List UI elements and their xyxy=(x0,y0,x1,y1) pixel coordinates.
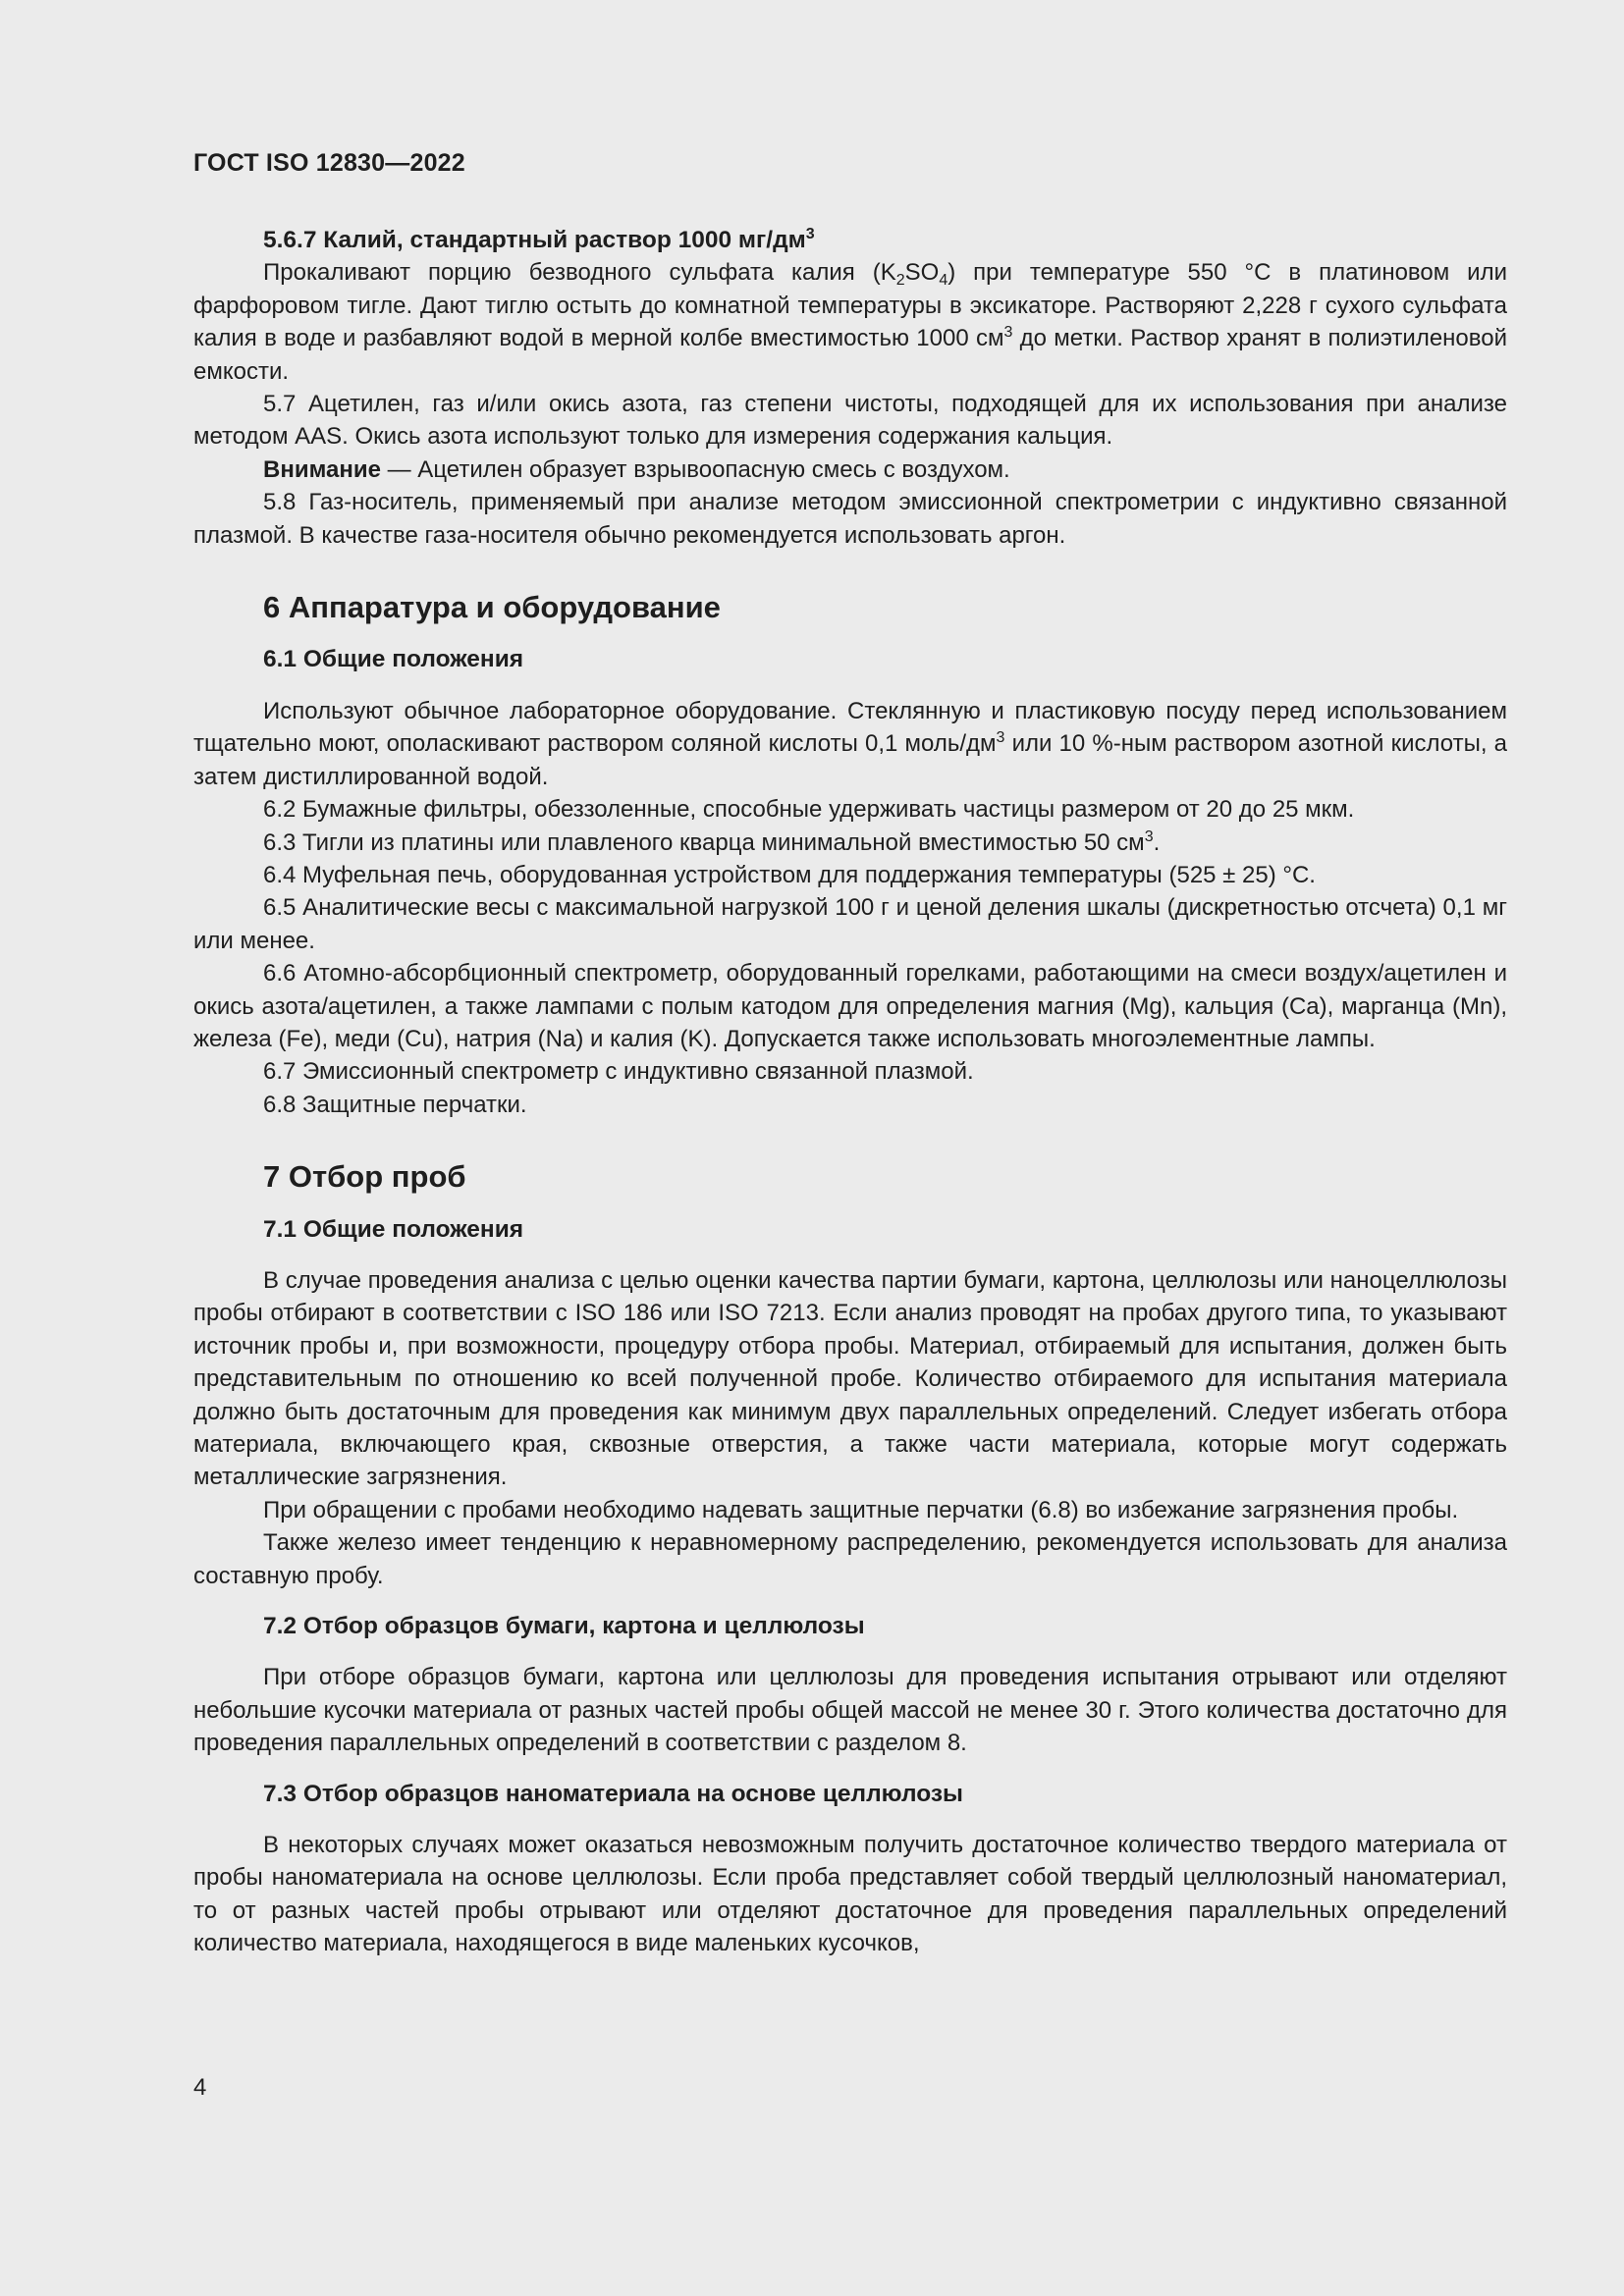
document-page xyxy=(193,0,1507,2296)
section-6-heading: 6 Аппаратура и оборудование xyxy=(263,590,721,625)
section-5-6-7-paragraph: Прокаливают порцию безводного сульфата калия $(K_2SO_4)$ при температуре 550 °C в платиновом или фарфоровом тигле. Дают тиглю остыть до комнатной температуры в эксикаторе. Растворяют 2,228 г сухого сульфата калия в воде и разбавляют водой в мерной колбе вместимостью 1000 $см^3$ до метки. Раствор хранят в полиэтиленовой емкости. xyxy=(193,259,1508,385)
section-7-3-heading: 7.3 Отбор образцов наноматериала на основе целлюлозы xyxy=(263,1780,963,1807)
section-5-8-paragraph: 5.8 Газ-носитель, применяемый при анализе методом эмиссионной спектрометрии с индуктивно связанной плазмой. В качестве газа-носителя обычно рекомендуется использовать аргон. xyxy=(193,489,1507,549)
section-7-2-paragraph: При отборе образцов бумаги, картона или целлюлозы для проведения испытания отрывают или отделяют небольшие кусочки материала от разных частей пробы общей массой не менее 30 г. Этого количества достаточно для проведения параллельных определений в соответствии с разделом 8. xyxy=(193,1664,1507,1757)
section-6-4-paragraph: 6.4 Муфельная печь, оборудованная устройством для поддержания температуры (525 ± 25) °C. xyxy=(263,861,1316,888)
section-5-7-paragraph: 5.7 Ацетилен, газ и/или окись азота, газ степени чистоты, подходящей для их использования при анализе методом AAS. Окись азота используют только для измерения содержания кальция. xyxy=(193,391,1507,451)
warning-label: Внимание xyxy=(263,455,381,483)
document-id-header: ГОСТ ISO 12830—2022 xyxy=(193,149,465,177)
page-number: 4 xyxy=(193,2074,207,2101)
page-content xyxy=(193,224,1507,1960)
section-6-6-paragraph: 6.6 Атомно-абсорбционный спектрометр, оборудованный горелками, работающими на смеси воздух/ацетилен и окись азота/ацетилен, а также лампами с полым катодом для определения магния (Mg), кальция (Ca), марганца (Mn), железа (Fe), меди (Cu), натрия (Na) и калия (K). Допускается также использовать многоэлементные лампы. xyxy=(193,960,1507,1052)
section-6-7-paragraph: 6.7 Эмиссионный спектрометр с индуктивно связанной плазмой. xyxy=(263,1058,974,1086)
warning-paragraph: Внимание — Ацетилен образует взрывоопасную смесь с воздухом. xyxy=(263,455,1010,483)
section-7-2-heading: 7.2 Отбор образцов бумаги, картона и целлюлозы xyxy=(263,1613,865,1640)
section-7-heading: 7 Отбор проб xyxy=(263,1159,466,1195)
section-7-1-paragraph-1: В случае проведения анализа с целью оценки качества партии бумаги, картона, целлюлозы или наноцеллюлозы пробы отбирают в соответствии с ISO 186 или ISO 7213. Если анализ проводят на пробах другого типа, то указывают источник пробы и, при возможности, процедуру отбора пробы. Материал, отбираемый для испытания, должен быть представительным по отношению ко всей полученной пробе. Количество отбираемого для испытания материала должно быть достаточным для проведения как минимум двух параллельных определений. Следует избегать отбора материала, включающего края, сквозные отверстия, а также части материала, которые могут содержать металлические загрязнения. xyxy=(193,1266,1507,1491)
section-7-1-paragraph-3: Также железо имеет тенденцию к неравномерному распределению, рекомендуется использовать для анализа составную пробу. xyxy=(193,1529,1507,1589)
section-6-8-paragraph: 6.8 Защитные перчатки. xyxy=(263,1091,527,1118)
section-7-1-heading: 7.1 Общие положения xyxy=(263,1215,524,1243)
section-7-1-paragraph-2: При обращении с пробами необходимо надевать защитные перчатки (6.8) во избежание загрязнения пробы. xyxy=(263,1496,1459,1523)
section-7-3-paragraph: В некоторых случаях может оказаться невозможным получить достаточное количество твердого материала от пробы наноматериала на основе целлюлозы. Если проба представляет собой твердый целлюлозный наноматериал, то от разных частей пробы отрывают или отделяют достаточное для проведения параллельных определений количество материала, находящегося в виде маленьких кусочков, xyxy=(193,1832,1507,1957)
section-6-1-heading: 6.1 Общие положения xyxy=(263,646,524,673)
section-6-5-paragraph: 6.5 Аналитические весы с максимальной нагрузкой 100 г и ценой деления шкалы (дискретностью отсчета) 0,1 мг или менее. xyxy=(193,894,1507,954)
section-6-1-paragraph: Используют обычное лабораторное оборудование. Стеклянную и пластиковую посуду перед использованием тщательно моют, ополаскивают раствором соляной кислоты 0,1 моль/$дм^3$ или 10 %-ным раствором азотной кислоты, а затем дистиллированной водой. xyxy=(193,697,1507,790)
section-5-6-7-heading: 5.6.7 Калий, стандартный раствор 1000 $мг/дм^3$ xyxy=(263,226,815,253)
section-6-3-paragraph: 6.3 Тигли из платины или плавленого кварца минимальной вместимостью 50 $см^3$. xyxy=(263,828,1161,856)
section-6-2-paragraph: 6.2 Бумажные фильтры, обеззоленные, способные удерживать частицы размером от 20 до 25 мкм. xyxy=(263,796,1355,824)
